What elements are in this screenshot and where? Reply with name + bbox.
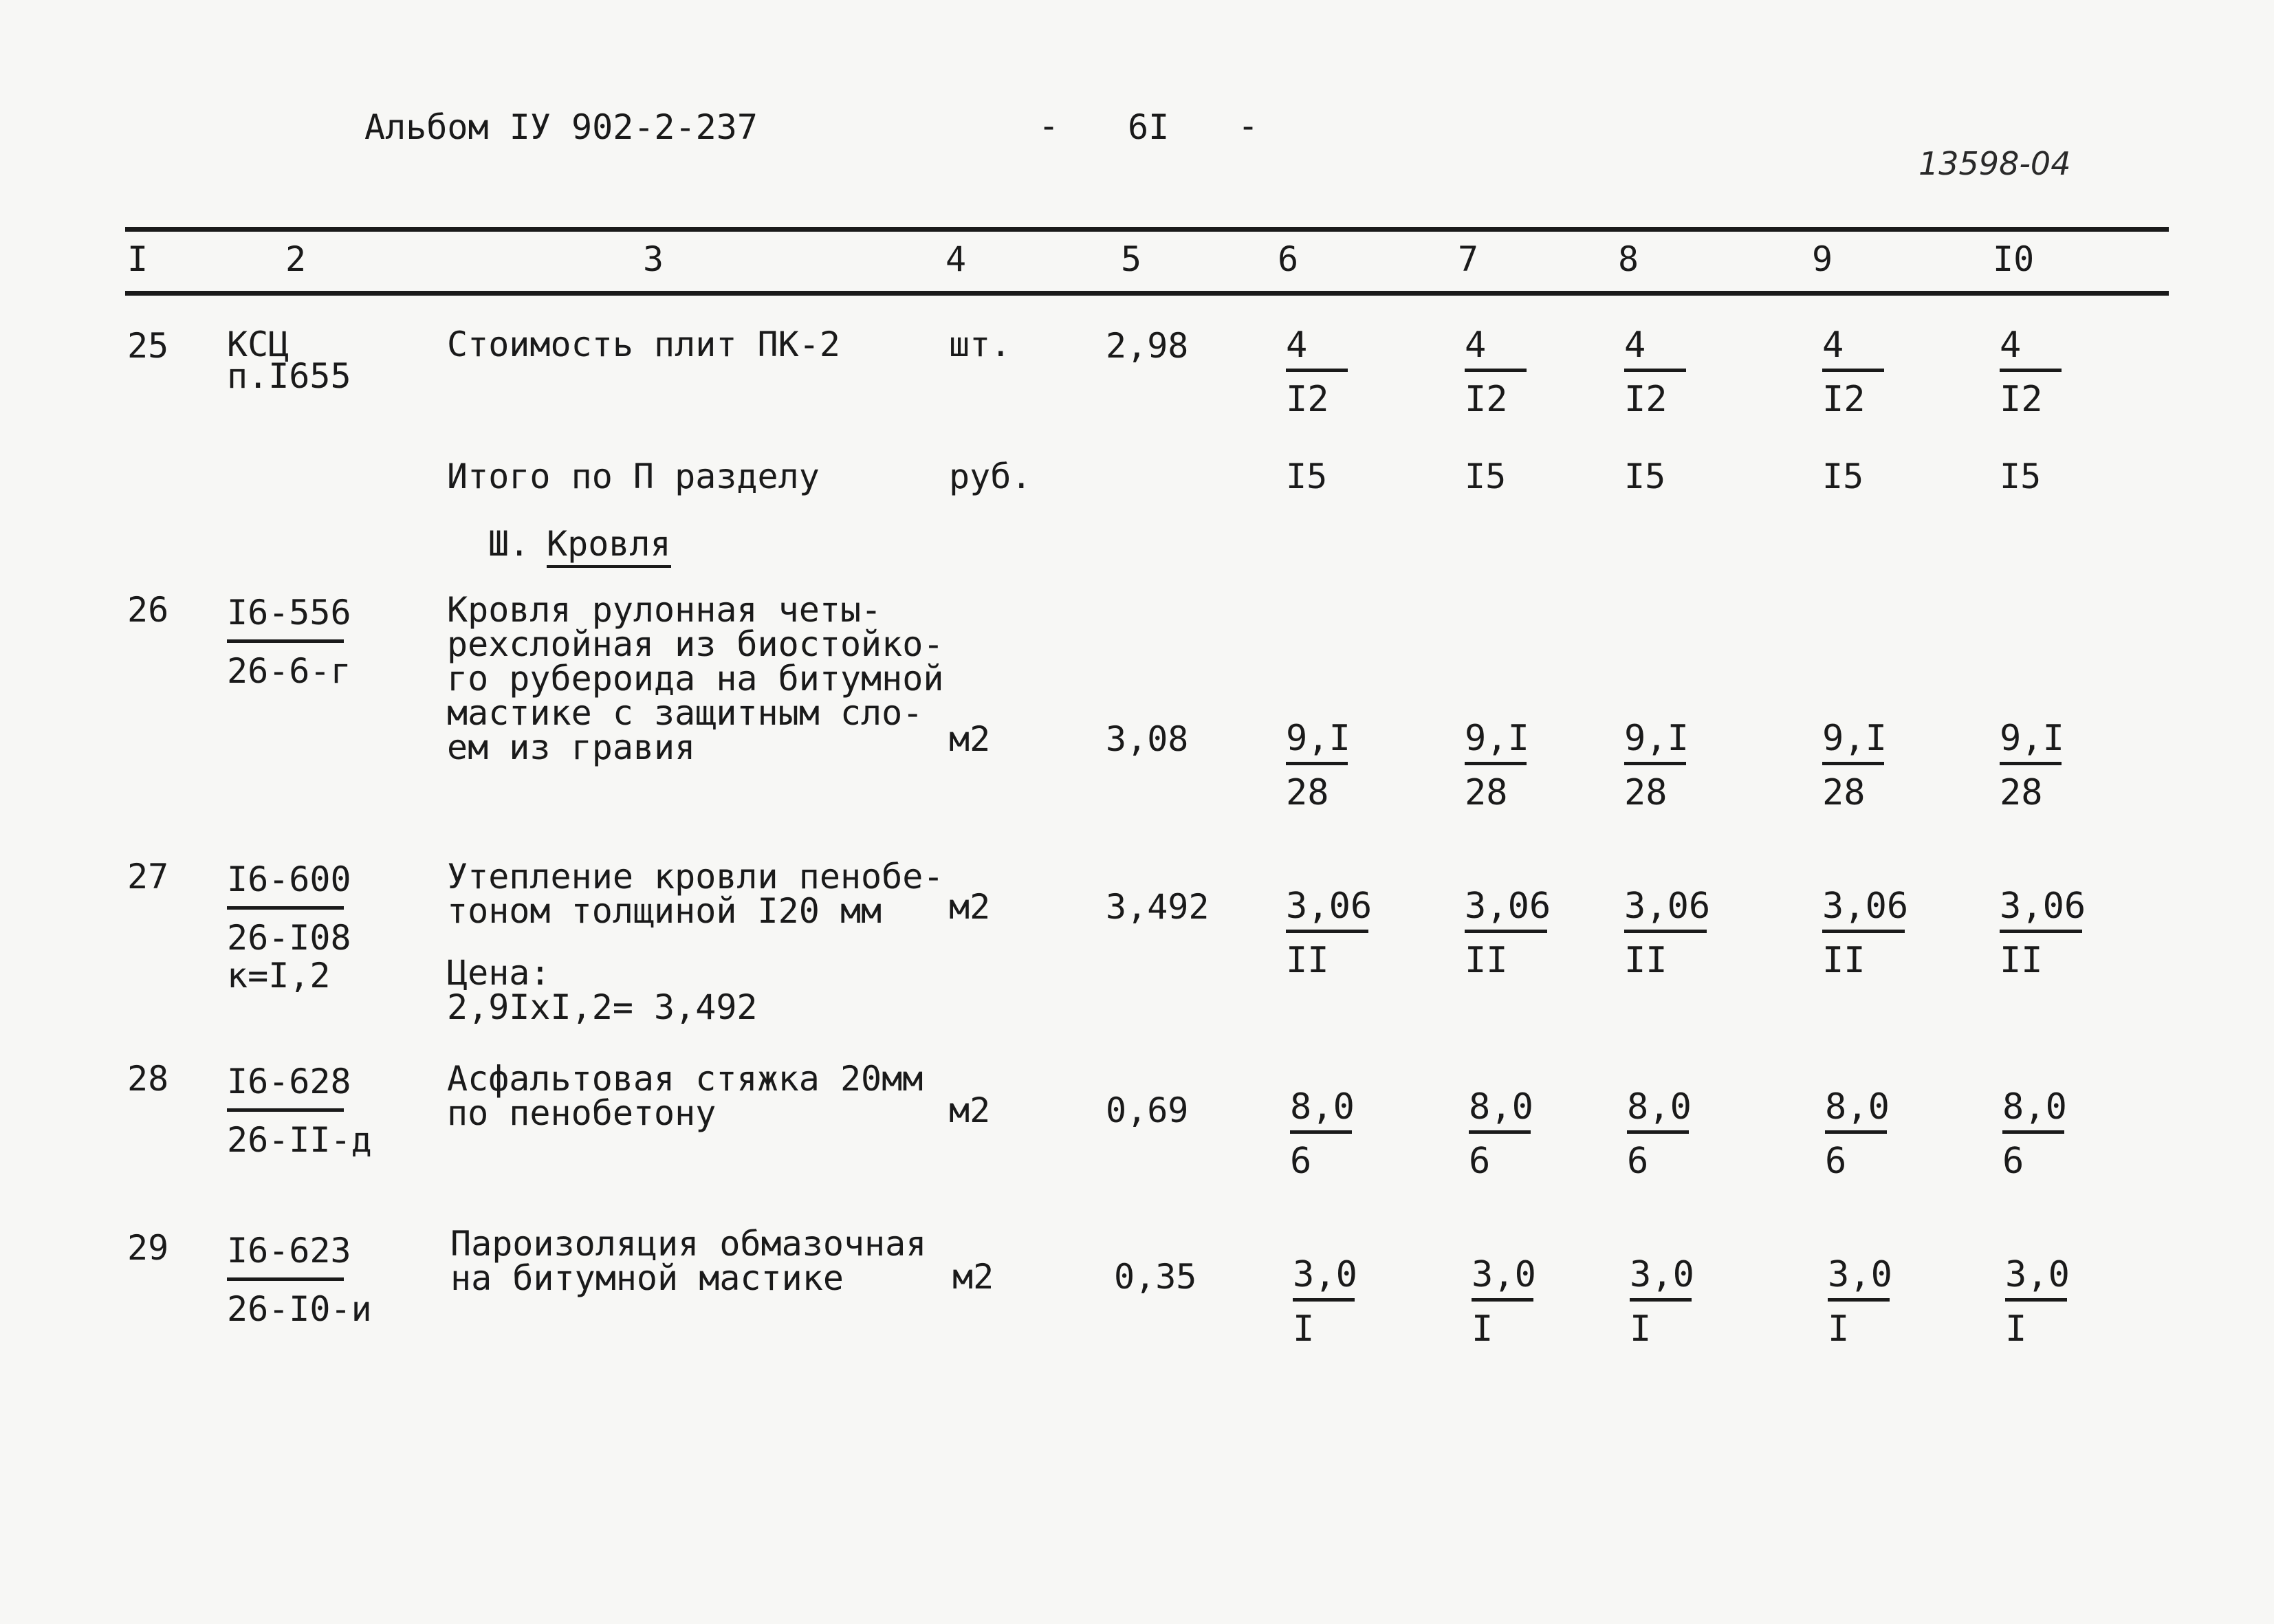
total-label: Итого по П разделу: [447, 457, 820, 496]
section-number: Ш.: [488, 524, 530, 564]
row-code-extra: к=I,2: [227, 956, 331, 996]
value-fraction: 9,I 28: [1624, 718, 1689, 813]
page-dash-right: -: [1238, 106, 1259, 146]
row-number: 27: [127, 857, 169, 897]
price-label: Цена:: [447, 953, 551, 993]
row-code-fraction: I6-556 26-6-г: [227, 593, 351, 691]
value-fraction: 3,06 II: [1624, 886, 1711, 981]
price-calculation: 2,9IxI,2= 3,492: [447, 987, 758, 1027]
value-fraction: 9,I 28: [2000, 718, 2064, 813]
value-fraction: 4 I2: [1465, 327, 1568, 417]
row-price: 3,492: [1106, 887, 1210, 927]
value-fraction: 9,I 28: [1822, 718, 1887, 813]
value-fraction: 9,I 28: [1465, 718, 1529, 813]
row-code-fraction: I6-623 26-I0-и: [227, 1231, 372, 1329]
row-unit: м2: [949, 719, 991, 759]
total-value: I5: [1465, 457, 1507, 496]
row-number: 29: [127, 1228, 169, 1268]
column-header-1: I: [127, 239, 149, 279]
row-price: 3,08: [1106, 719, 1189, 759]
row-price: 0,69: [1106, 1090, 1189, 1130]
value-fraction: 3,0 I: [2005, 1254, 2070, 1350]
value-fraction: 3,06 II: [1822, 886, 1909, 981]
value-fraction: 8,0 6: [1627, 1086, 1692, 1182]
value-fraction: 8,0 6: [1825, 1086, 1890, 1182]
row-unit: м2: [952, 1257, 994, 1297]
row-unit: шт.: [949, 325, 1012, 364]
row-code-fraction: I6-600 26-I08: [227, 859, 351, 958]
column-header-2: 2: [285, 239, 307, 279]
value-fraction: 3,0 I: [1828, 1254, 1892, 1350]
row-description: Кровля рулонная четы- рехслойная из биостойко- го рубероида на битумной мастике с защитным сло- ем из гравия: [447, 590, 944, 767]
page-number: 6I: [1128, 107, 1170, 147]
value-fraction: 8,0 6: [1469, 1086, 1533, 1182]
column-header-4: 4: [945, 239, 967, 279]
row-code-fraction: I6-628 26-II-д: [227, 1062, 372, 1160]
total-value: I5: [1624, 457, 1666, 496]
row-description: Стоимость плит ПК-2: [447, 325, 840, 364]
value-fraction: 4 I2: [1822, 327, 1925, 417]
total-value: I5: [2000, 457, 2042, 496]
value-fraction: 4 I2: [1624, 327, 1727, 417]
column-header-3: 3: [643, 239, 664, 279]
value-fraction: 9,I 28: [1286, 718, 1351, 813]
total-value: I5: [1822, 457, 1864, 496]
row-description: Пароизоляция обмазочная на битумной мастике: [450, 1224, 927, 1298]
total-value: I5: [1286, 457, 1328, 496]
row-code: КСЦ: [227, 325, 289, 364]
value-fraction: 8,0 6: [1290, 1086, 1355, 1182]
row-unit: м2: [949, 887, 991, 927]
total-unit: руб.: [949, 457, 1032, 496]
row-number: 26: [127, 590, 169, 630]
value-fraction: 3,0 I: [1630, 1254, 1694, 1350]
value-fraction: 8,0 6: [2002, 1086, 2067, 1182]
table-top-rule: [125, 227, 2169, 232]
column-header-7: 7: [1458, 239, 1479, 279]
column-header-9: 9: [1812, 239, 1833, 279]
value-fraction: 3,0 I: [1472, 1254, 1536, 1350]
album-title: Альбом IУ 902-2-237: [364, 107, 758, 147]
value-fraction: 3,06 II: [1465, 886, 1551, 981]
value-fraction: 3,06 II: [1286, 886, 1373, 981]
page-dash-left: -: [1038, 106, 1060, 146]
row-price: 2,98: [1106, 326, 1189, 366]
document-code: 13598-04: [1918, 145, 2071, 182]
column-header-6: 6: [1278, 239, 1299, 279]
row-number: 25: [127, 326, 169, 366]
column-header-5: 5: [1121, 239, 1142, 279]
row-unit: м2: [949, 1090, 991, 1130]
table-header-rule: [125, 291, 2169, 296]
section-title: Кровля: [547, 527, 671, 568]
row-code: п.I655: [227, 356, 351, 396]
column-header-10: I0: [1993, 239, 2035, 279]
value-fraction: 4 I2: [2000, 327, 2103, 417]
column-header-8: 8: [1618, 239, 1639, 279]
row-number: 28: [127, 1059, 169, 1099]
value-fraction: 3,06 II: [2000, 886, 2086, 981]
value-fraction: 4 I2: [1286, 327, 1389, 417]
row-description: Асфальтовая стяжка 20мм по пенобетону: [447, 1059, 923, 1133]
value-fraction: 3,0 I: [1293, 1254, 1357, 1350]
row-price: 0,35: [1114, 1257, 1197, 1297]
row-description: Утепление кровли пенобе- тоном толщиной I20 мм: [447, 857, 944, 931]
